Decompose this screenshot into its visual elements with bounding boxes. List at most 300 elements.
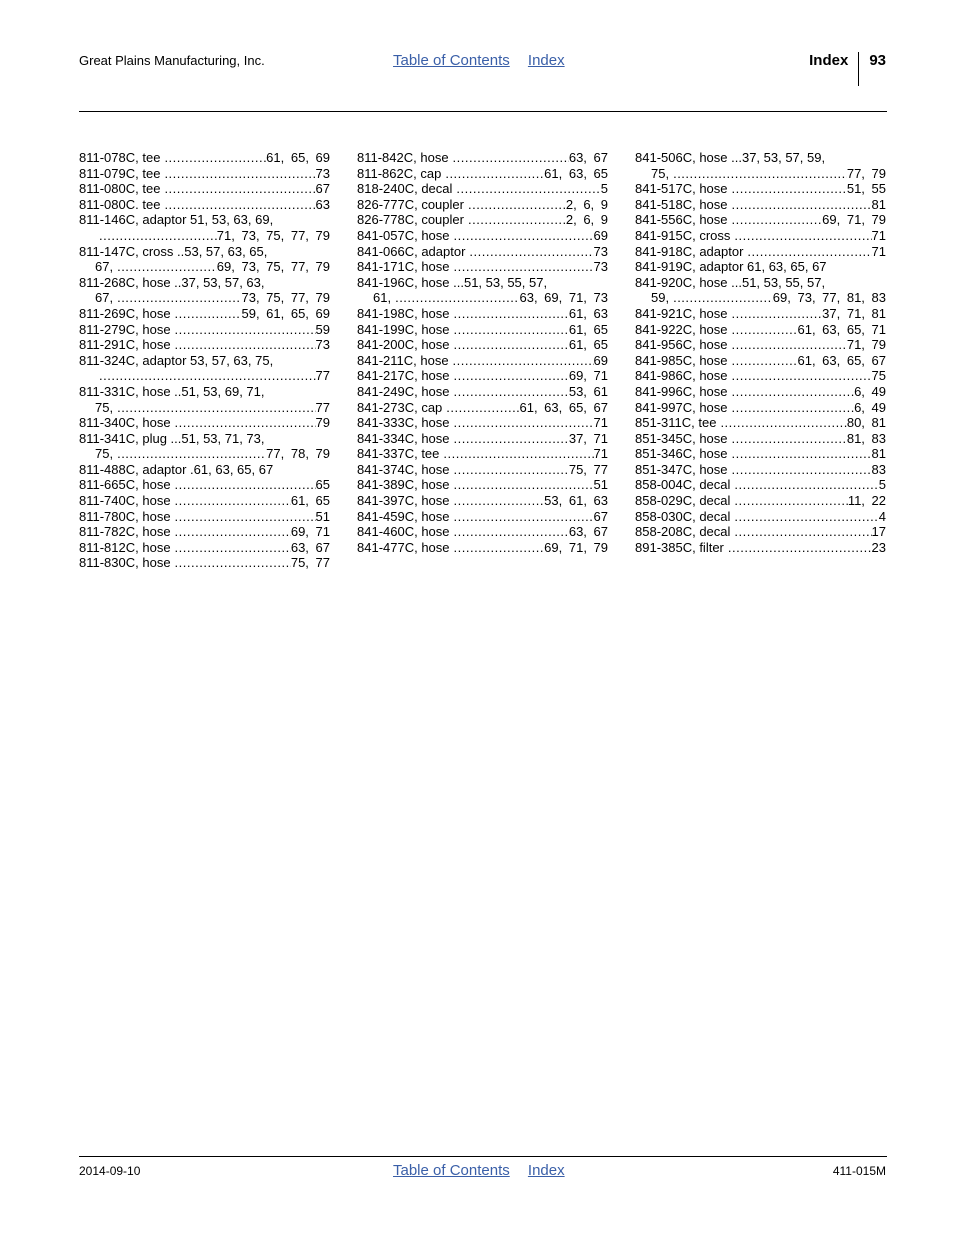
dot-leader	[117, 290, 241, 306]
dot-leader	[446, 400, 519, 416]
entry-term: 841-985C, hose	[635, 352, 728, 368]
footer-doc-number: 411-015M	[832, 1164, 886, 1178]
dot-leader	[732, 181, 847, 197]
entry-pages[interactable]: 69, 71	[290, 524, 330, 540]
entry-term: 811-782C, hose	[79, 524, 171, 540]
index-entry	[635, 337, 886, 353]
entry-pages[interactable]: 61, 65, 69	[266, 150, 330, 165]
entry-pages[interactable]: 59, 61, 65, 69	[241, 305, 330, 321]
entry-term: 75,	[95, 399, 114, 415]
index-entry	[635, 181, 886, 197]
entry-pages[interactable]: 81	[871, 446, 886, 462]
dot-leader	[732, 368, 872, 384]
index-entry	[357, 384, 608, 400]
header-divider	[858, 52, 859, 86]
index-entry	[357, 400, 608, 416]
dot-leader	[732, 306, 823, 322]
dot-leader	[454, 322, 569, 338]
entry-term: 811-341C, plug ...51, 53, 71, 73,	[79, 430, 265, 446]
entry-pages[interactable]: 81, 83	[846, 430, 886, 446]
footer-date: 2014-09-10	[79, 1164, 141, 1178]
index-entry	[79, 415, 330, 431]
entry-pages[interactable]: 23	[871, 539, 886, 555]
footer-index-link[interactable]: Index	[527, 1162, 565, 1179]
entry-term: 811-078C, tee	[79, 150, 161, 165]
entry-pages[interactable]: 80, 81	[846, 415, 886, 431]
dot-leader	[732, 212, 823, 228]
index-entry-continuation	[79, 290, 330, 306]
entry-term: 811-812C, hose	[79, 539, 171, 555]
entry-term: 811-147C, cross ..53, 57, 63, 65,	[79, 243, 268, 259]
index-entry	[79, 493, 330, 509]
index-entry	[635, 400, 886, 416]
entry-pages[interactable]: 83	[871, 461, 886, 477]
index-entry-continuation	[79, 259, 330, 275]
entry-term: 858-029C, decal	[635, 493, 731, 509]
dot-leader	[732, 446, 872, 462]
entry-pages[interactable]: 59	[315, 321, 330, 337]
entry-term: 811-665C, hose	[79, 477, 171, 493]
section-title: Index	[809, 52, 849, 69]
index-entry	[357, 446, 608, 462]
entry-pages[interactable]: 63, 67	[290, 539, 330, 555]
index-entry	[79, 197, 330, 213]
entry-term: 891-385C, filter	[635, 539, 724, 555]
entry-pages[interactable]: 17	[871, 524, 886, 540]
entry-pages[interactable]: 81	[871, 196, 886, 212]
entry-pages[interactable]: 71	[871, 227, 886, 243]
dot-leader	[99, 228, 217, 244]
index-entry	[79, 337, 330, 353]
entry-term: 841-196C, hose ...51, 53, 55, 57,	[357, 274, 548, 290]
dot-leader	[747, 244, 871, 260]
dot-leader	[117, 400, 315, 416]
entry-pages[interactable]: 6, 49	[854, 383, 886, 399]
index-entry	[635, 368, 886, 384]
entry-term: 75,	[95, 446, 114, 462]
dot-leader	[175, 306, 242, 322]
entry-term: 841-996C, hose	[635, 383, 728, 399]
entry-pages[interactable]: 2, 6, 9	[565, 196, 608, 212]
entry-pages[interactable]: 77	[315, 368, 330, 384]
index-entry	[357, 368, 608, 384]
entry-pages[interactable]: 2, 6, 9	[565, 212, 608, 228]
entry-pages[interactable]: 67	[315, 181, 330, 197]
entry-term: 841-922C, hose	[635, 321, 728, 337]
entry-term: 811-842C, hose	[357, 150, 449, 165]
index-entry	[635, 462, 886, 478]
entry-pages[interactable]: 71, 73, 75, 77, 79	[216, 227, 330, 243]
dot-leader	[164, 181, 315, 197]
dot-leader	[454, 368, 569, 384]
index-entry	[635, 212, 886, 228]
entry-pages[interactable]: 5	[878, 477, 886, 493]
entry-term: 858-208C, decal	[635, 524, 731, 540]
entry-term: 811-780C, hose	[79, 508, 171, 524]
index-entry	[357, 509, 608, 525]
company-name: Great Plains Manufacturing, Inc.	[79, 53, 265, 68]
dot-leader	[732, 322, 798, 338]
index-entry	[635, 524, 886, 540]
dot-leader	[454, 477, 594, 493]
index-entry	[79, 555, 330, 571]
dot-leader	[117, 259, 217, 275]
dot-leader	[454, 462, 569, 478]
entry-pages[interactable]: 75	[871, 368, 886, 384]
entry-term: 811-830C, hose	[79, 555, 171, 571]
entry-pages[interactable]: 77, 78, 79	[266, 446, 330, 462]
dot-leader	[445, 166, 544, 182]
entry-term: 841-517C, hose	[635, 181, 728, 197]
dot-leader	[454, 493, 545, 509]
entry-term: 841-199C, hose	[357, 321, 450, 337]
index-entry-continuation	[357, 290, 608, 306]
dot-leader	[734, 228, 871, 244]
index-entry	[635, 228, 886, 244]
index-entry	[357, 540, 608, 556]
index-entry	[635, 540, 886, 556]
index-entry	[79, 212, 330, 228]
dot-leader	[454, 509, 594, 525]
entry-pages[interactable]: 77	[315, 399, 330, 415]
index-entry	[635, 259, 886, 275]
dot-leader	[443, 446, 593, 462]
entry-pages[interactable]: 63, 67	[568, 524, 608, 540]
index-entry	[357, 228, 608, 244]
index-column-3	[635, 150, 886, 555]
index-entry	[79, 524, 330, 540]
dot-leader	[395, 290, 519, 306]
index-entry	[635, 197, 886, 213]
dot-leader	[454, 259, 594, 275]
dot-leader	[734, 477, 878, 493]
entry-term: 841-918C, adaptor	[635, 243, 744, 259]
index-entry	[357, 337, 608, 353]
entry-term: 811-080C, tee	[79, 181, 161, 197]
dot-leader	[734, 493, 847, 509]
dot-leader	[175, 493, 291, 509]
index-entry	[79, 244, 330, 260]
index-entry	[79, 540, 330, 556]
entry-pages[interactable]: 61, 63, 65, 71	[797, 321, 886, 337]
dot-leader	[732, 431, 847, 447]
entry-pages[interactable]: 69	[593, 352, 608, 368]
index-entry	[79, 462, 330, 478]
entry-pages[interactable]: 79	[315, 415, 330, 431]
dot-leader	[720, 415, 846, 431]
entry-term: 841-986C, hose	[635, 368, 728, 384]
dot-leader	[468, 212, 566, 228]
page-number: 93	[869, 52, 886, 69]
index-entry	[635, 322, 886, 338]
entry-term: 851-347C, hose	[635, 461, 728, 477]
dot-leader	[99, 368, 316, 384]
index-entry	[357, 306, 608, 322]
index-entry	[79, 275, 330, 291]
footer-toc-link[interactable]: Table of Contents	[393, 1162, 510, 1179]
entry-pages[interactable]: 11, 22	[847, 493, 886, 509]
index-entry	[357, 166, 608, 182]
dot-leader	[734, 509, 878, 525]
entry-term: 841-211C, hose	[357, 352, 449, 368]
index-entry	[79, 181, 330, 197]
entry-term: 841-477C, hose	[357, 539, 450, 555]
entry-pages[interactable]: 69, 73, 77, 81, 83	[772, 290, 886, 306]
entry-pages[interactable]: 4	[878, 508, 886, 524]
index-entry	[635, 384, 886, 400]
index-entry	[79, 150, 330, 166]
entry-term: 841-200C, hose	[357, 337, 450, 353]
dot-leader	[454, 431, 569, 447]
entry-pages[interactable]: 69, 71	[568, 368, 608, 384]
entry-term: 841-389C, hose	[357, 477, 450, 493]
index-entry	[79, 322, 330, 338]
entry-term: 811-291C, hose	[79, 337, 171, 353]
dot-leader	[175, 322, 316, 338]
entry-term: 841-956C, hose	[635, 337, 728, 353]
entry-pages[interactable]: 61, 63	[568, 305, 608, 321]
index-entry	[635, 306, 886, 322]
entry-term: 818-240C, decal	[357, 181, 453, 197]
index-entry	[357, 415, 608, 431]
entry-pages[interactable]: 71	[593, 446, 608, 462]
index-entry	[635, 415, 886, 431]
dot-leader	[175, 477, 316, 493]
entry-pages[interactable]: 61, 63, 65, 67	[797, 352, 886, 368]
entry-term: 811-279C, hose	[79, 321, 171, 337]
entry-term: 811-079C, tee	[79, 165, 161, 181]
dot-leader	[732, 400, 855, 416]
entry-pages[interactable]: 73, 75, 77, 79	[241, 290, 330, 306]
index-entry	[357, 244, 608, 260]
entry-pages[interactable]: 65	[315, 477, 330, 493]
index-entry	[635, 493, 886, 509]
dot-leader	[164, 150, 266, 166]
index-entry	[79, 509, 330, 525]
entry-term: 858-030C, decal	[635, 508, 731, 524]
index-entry-continuation	[79, 228, 330, 244]
entry-term: 841-518C, hose	[635, 196, 728, 212]
index-entry	[635, 446, 886, 462]
dot-leader	[454, 415, 594, 431]
dot-leader	[164, 166, 315, 182]
entry-term: 841-915C, cross	[635, 227, 731, 243]
index-entry	[635, 431, 886, 447]
index-entry-continuation	[79, 400, 330, 416]
header-nav	[393, 52, 579, 69]
entry-pages[interactable]: 71, 79	[846, 337, 886, 353]
dot-leader	[454, 540, 545, 556]
entry-pages[interactable]: 73	[593, 243, 608, 259]
entry-term: 851-346C, hose	[635, 446, 728, 462]
dot-leader	[732, 337, 847, 353]
entry-term: 811-331C, hose ..51, 53, 69, 71,	[79, 383, 265, 399]
entry-pages[interactable]: 67	[593, 508, 608, 524]
entry-pages[interactable]: 51, 55	[846, 181, 886, 197]
entry-term: 841-273C, cap	[357, 399, 443, 415]
index-entry	[357, 462, 608, 478]
index-entry-continuation	[635, 290, 886, 306]
entry-term: 811-740C, hose	[79, 493, 171, 509]
entry-pages[interactable]: 73	[315, 337, 330, 353]
header-toc-link[interactable]: Table of Contents	[393, 52, 510, 69]
header-index-link[interactable]: Index	[527, 52, 565, 69]
entry-pages[interactable]: 69, 71, 79	[822, 212, 886, 228]
dot-leader	[453, 150, 569, 166]
entry-pages[interactable]: 69, 73, 75, 77, 79	[216, 259, 330, 275]
header-section	[809, 52, 886, 86]
entry-term: 811-488C, adaptor .61, 63, 65, 67	[79, 461, 274, 477]
index-entry	[357, 353, 608, 369]
entry-term: 61,	[373, 290, 392, 306]
entry-term: 858-004C, decal	[635, 477, 731, 493]
dot-leader	[454, 337, 569, 353]
entry-term: 811-146C, adaptor 51, 53, 63, 69,	[79, 212, 274, 228]
dot-leader	[454, 384, 569, 400]
entry-term: 841-919C, adaptor 61, 63, 65, 67	[635, 259, 827, 275]
entry-term: 841-506C, hose ...37, 53, 57, 59,	[635, 150, 826, 165]
index-entry	[635, 477, 886, 493]
entry-pages[interactable]: 61, 65	[568, 321, 608, 337]
dot-leader	[732, 462, 872, 478]
dot-leader	[175, 509, 316, 525]
entry-pages[interactable]: 75, 77	[568, 461, 608, 477]
entry-pages[interactable]: 61, 63, 65, 67	[519, 399, 608, 415]
entry-pages[interactable]: 77, 79	[846, 165, 886, 181]
index-entry	[79, 166, 330, 182]
entry-pages[interactable]: 53, 61, 63	[544, 493, 608, 509]
index-entry	[79, 384, 330, 400]
index-entry	[635, 244, 886, 260]
index-entry	[357, 259, 608, 275]
entry-pages[interactable]: 71	[871, 243, 886, 259]
dot-leader	[456, 181, 600, 197]
index-entry	[357, 197, 608, 213]
index-entry	[635, 509, 886, 525]
entry-pages[interactable]: 51	[315, 508, 330, 524]
index-entry-continuation	[635, 166, 886, 182]
index-entry	[357, 477, 608, 493]
entry-term: 59,	[651, 290, 670, 306]
index-column-2	[357, 150, 608, 555]
entry-pages[interactable]: 5	[600, 181, 608, 197]
entry-term: 841-171C, hose	[357, 259, 450, 275]
dot-leader	[469, 244, 593, 260]
entry-term: 851-311C, tee	[635, 415, 717, 431]
entry-term: 841-397C, hose	[357, 493, 450, 509]
entry-term: 841-374C, hose	[357, 461, 450, 477]
entry-pages[interactable]: 73	[315, 165, 330, 181]
entry-term: 841-333C, hose	[357, 415, 450, 431]
index-entry	[357, 275, 608, 291]
header-rule	[79, 111, 887, 112]
index-entry	[357, 322, 608, 338]
dot-leader	[728, 540, 872, 556]
index-column-1	[79, 150, 330, 571]
entry-pages[interactable]: 71	[593, 415, 608, 431]
dot-leader	[175, 415, 316, 431]
entry-term: 841-249C, hose	[357, 383, 450, 399]
dot-leader	[454, 306, 569, 322]
entry-pages[interactable]: 69	[593, 227, 608, 243]
entry-pages[interactable]: 63, 69, 71, 73	[519, 290, 608, 306]
entry-term: 841-066C, adaptor	[357, 243, 466, 259]
entry-term: 841-460C, hose	[357, 524, 450, 540]
index-entry	[357, 212, 608, 228]
dot-leader	[454, 524, 569, 540]
entry-term: 841-997C, hose	[635, 399, 728, 415]
entry-term: 841-920C, hose ...51, 53, 55, 57,	[635, 274, 826, 290]
index-entry	[357, 150, 608, 166]
entry-term: 841-217C, hose	[357, 368, 450, 384]
entry-term: 841-556C, hose	[635, 212, 728, 228]
index-entry	[79, 306, 330, 322]
entry-pages[interactable]: 73	[593, 259, 608, 275]
entry-term: 841-198C, hose	[357, 305, 450, 321]
entry-pages[interactable]: 37, 71, 81	[822, 305, 886, 321]
dot-leader	[732, 384, 855, 400]
dot-leader	[732, 197, 872, 213]
entry-term: 811-324C, adaptor 53, 57, 63, 75,	[79, 352, 274, 368]
dot-leader	[175, 524, 291, 540]
entry-term: 851-345C, hose	[635, 430, 728, 446]
entry-pages[interactable]: 61, 65	[290, 493, 330, 509]
entry-pages[interactable]: 61, 63, 65	[544, 165, 608, 181]
index-entry	[635, 275, 886, 291]
dot-leader	[164, 197, 315, 213]
index-entry-continuation	[79, 368, 330, 384]
index-entry	[635, 150, 886, 166]
dot-leader	[734, 524, 871, 540]
entry-pages[interactable]: 63	[315, 196, 330, 212]
index-entry	[79, 431, 330, 447]
entry-term: 811-080C. tee	[79, 196, 161, 212]
index-entry	[357, 181, 608, 197]
dot-leader	[117, 446, 266, 462]
entry-pages[interactable]: 51	[593, 477, 608, 493]
entry-term: 841-459C, hose	[357, 508, 450, 524]
dot-leader	[175, 540, 291, 556]
index-entry	[79, 353, 330, 369]
entry-term: 826-777C, coupler	[357, 196, 464, 212]
index-entry	[635, 353, 886, 369]
entry-pages[interactable]: 69, 71, 79	[544, 539, 608, 555]
entry-term: 811-268C, hose ..37, 53, 57, 63,	[79, 274, 265, 290]
entry-term: 811-340C, hose	[79, 415, 171, 431]
index-entry	[357, 493, 608, 509]
entry-pages[interactable]: 75, 77	[290, 555, 330, 571]
entry-term: 841-057C, hose	[357, 227, 450, 243]
dot-leader	[468, 197, 566, 213]
index-entry	[79, 477, 330, 493]
dot-leader	[175, 555, 291, 571]
entry-pages[interactable]: 6, 49	[854, 399, 886, 415]
entry-pages[interactable]: 37, 71	[568, 430, 608, 446]
entry-term: 841-334C, hose	[357, 430, 450, 446]
entry-term: 811-269C, hose	[79, 305, 171, 321]
index-entry-continuation	[79, 446, 330, 462]
entry-pages[interactable]: 63, 67	[568, 150, 608, 165]
dot-leader	[175, 337, 316, 353]
footer-nav	[393, 1162, 579, 1179]
entry-pages[interactable]: 53, 61	[568, 383, 608, 399]
index-entry	[357, 524, 608, 540]
dot-leader	[673, 290, 773, 306]
dot-leader	[673, 166, 847, 182]
entry-term: 841-337C, tee	[357, 446, 440, 462]
entry-term: 826-778C, coupler	[357, 212, 464, 228]
entry-pages[interactable]: 61, 65	[568, 337, 608, 353]
